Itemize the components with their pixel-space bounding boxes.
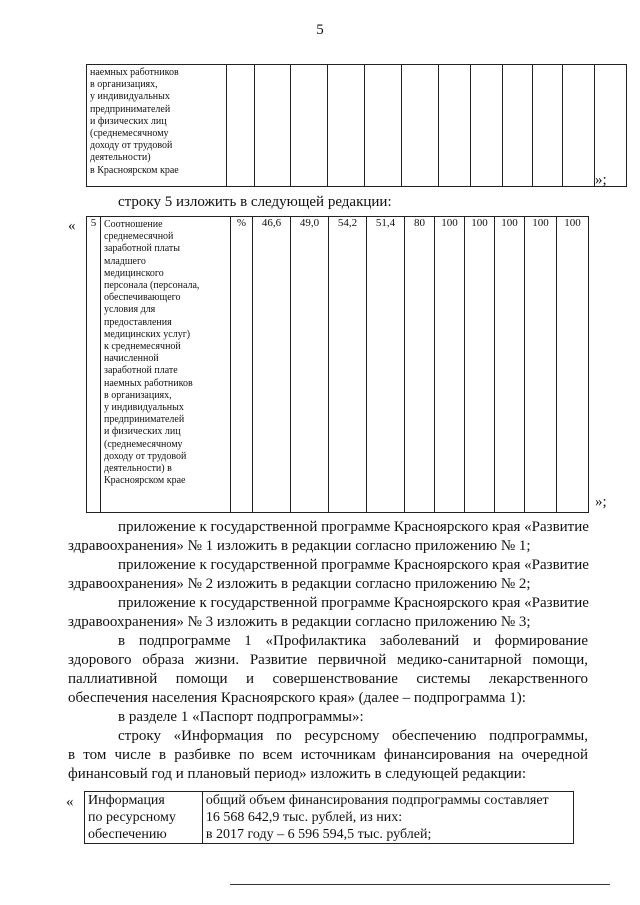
resource-value-line: 16 568 642,9 тыс. рублей, из них: (205, 810, 403, 825)
paragraph-line: приложение к государственной программе Красноярского края «Развитие (118, 519, 589, 535)
paragraph-line: приложение к государственной программе Красноярского края «Развитие (118, 595, 589, 611)
table-row5 (86, 216, 589, 513)
paragraph-line: в подпрограмме 1 «Профилактика заболеваний и формирование (118, 633, 588, 649)
value-cell: 100 (495, 217, 525, 513)
value-cell: 46,6 (253, 217, 291, 513)
empty-cell (595, 65, 627, 187)
value-cell: 49,0 (291, 217, 329, 513)
empty-cell (402, 65, 439, 187)
indicator-cell (87, 65, 227, 187)
table-continuation (86, 64, 627, 187)
paragraph-line: в том числе в разбивке по всем источникам финансирования на очередной (68, 747, 588, 763)
empty-cell (503, 65, 533, 187)
resource-label-line: по ресурсному (88, 810, 176, 825)
empty-cell (328, 65, 365, 187)
resource-value-line: в 2017 году – 6 596 594,5 тыс. рублей; (205, 827, 432, 842)
indicator-text: наемных работников в организациях, у индивидуальных предпринимателей и физических лиц (среднемесячному доходу от трудовой деятельности) в Красноярском крае (90, 67, 179, 176)
resource-label-line: Информация (88, 793, 165, 808)
indicator-text: Соотношение среднемесячной заработной платы младшего медицинского персонала (персонала, обеспечивающего условия для предоставления медицинских услуг) к среднемесячной начисленной заработной плате наемных работников в организациях, у индивидуальных предпринимателей и физических лиц (среднемесячному доходу от трудовой деятельности) в Красноярском крае (104, 219, 200, 487)
paragraph-line: обеспечения населения Красноярского края» (далее – подпрограмма 1): (68, 690, 526, 706)
empty-cell (471, 65, 503, 187)
open-quote-3: « (66, 794, 74, 810)
close-quote-1: »; (595, 172, 607, 188)
open-quote-2: « (68, 218, 76, 234)
value-cell: 54,2 (329, 217, 367, 513)
unit-cell: % (231, 217, 253, 513)
paragraph-line: здравоохранения» № 1 изложить в редакции согласно приложению № 1; (68, 538, 531, 554)
page-bottom-line (230, 884, 610, 885)
empty-cell (533, 65, 563, 187)
resource-label-cell (85, 792, 203, 844)
paragraph-line: приложение к государственной программе Красноярского края «Развитие (118, 557, 589, 573)
paragraph-line: строку «Информация по ресурсному обеспечению подпрограммы, (118, 728, 588, 744)
paragraph-line: в разделе 1 «Паспорт подпрограммы»: (118, 709, 364, 725)
row5-instruction: строку 5 изложить в следующей редакции: (118, 194, 392, 210)
value-cell: 100 (465, 217, 495, 513)
empty-cell (255, 65, 291, 187)
value-cell: 100 (435, 217, 465, 513)
value-cell: 80 (405, 217, 435, 513)
resource-label-line: обеспечению (88, 827, 167, 842)
paragraph-line: финансовый год и плановый период» изложить в следующей редакции: (68, 766, 527, 782)
empty-cell (291, 65, 328, 187)
resource-value-line: общий объем финансирования подпрограммы составляет (205, 793, 549, 808)
empty-cell (439, 65, 471, 187)
empty-cell (365, 65, 402, 187)
value-cell: 51,4 (367, 217, 405, 513)
close-quote-2: »; (595, 494, 607, 510)
value-cell: 100 (525, 217, 557, 513)
row-number: 5 (87, 217, 101, 513)
empty-cell (563, 65, 595, 187)
page-number: 5 (316, 22, 324, 38)
paragraph-line: здорового образа жизни. Развитие первичной медико-санитарной помощи, (68, 652, 588, 668)
empty-cell (227, 65, 255, 187)
paragraph-line: паллиативной помощи и совершенствование системы лекарственного (68, 671, 588, 687)
paragraph-line: здравоохранения» № 3 изложить в редакции согласно приложению № 3; (68, 614, 531, 630)
indicator-cell (101, 217, 231, 513)
table-resources (84, 791, 574, 844)
value-cell: 100 (557, 217, 589, 513)
resource-value-cell (202, 792, 573, 844)
paragraph-line: здравоохранения» № 2 изложить в редакции согласно приложению № 2; (68, 576, 531, 592)
